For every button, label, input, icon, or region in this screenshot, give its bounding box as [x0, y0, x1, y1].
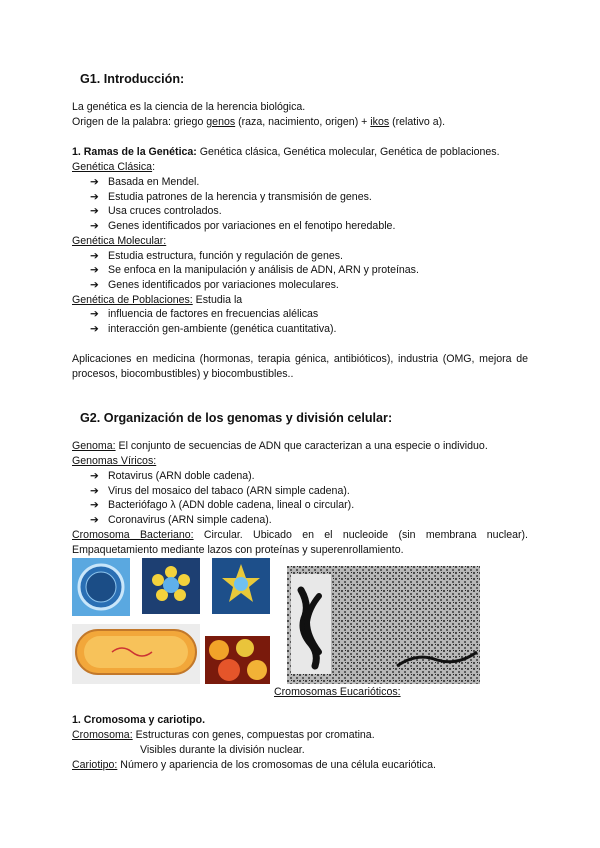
- list-item: ➔ Coronavirus (ARN simple cadena).: [90, 514, 272, 526]
- bacteriano-paragraph: [72, 528, 528, 558]
- poblaciones-text: Estudia la: [192, 294, 243, 306]
- arrow-icon: ➔: [90, 176, 99, 188]
- cromosoma-text: Estructuras con genes, compuestas por cromatina.: [132, 729, 375, 741]
- list-item: ➔ Estudia estructura, función y regulación de genes.: [90, 250, 343, 262]
- poblaciones-label: Genética de Poblaciones:: [72, 294, 193, 306]
- clasica-label-line: [72, 161, 155, 173]
- cromosoma-line: [72, 729, 375, 741]
- list-item: ➔ Basada en Mendel.: [90, 176, 200, 188]
- clasica-colon: :: [152, 161, 156, 173]
- virus-capsid-icon: [142, 558, 200, 614]
- arrow-icon: ➔: [90, 308, 99, 320]
- list-item: ➔ interacción gen-ambiente (genética cuantitativa).: [90, 323, 337, 335]
- list-item: ➔ Usa cruces controlados.: [90, 205, 222, 217]
- bacterium-image: [72, 624, 200, 684]
- intro-text-b: (raza, nacimiento, origen) +: [235, 116, 371, 128]
- ramas-line: [72, 146, 500, 158]
- arrow-icon: ➔: [90, 323, 99, 335]
- viricos-label: Genomas Víricos:: [72, 455, 157, 467]
- poblaciones-line: [72, 294, 242, 306]
- virus-star-image: [212, 558, 270, 614]
- list-item: ➔ Estudia patrones de la herencia y transmisión de genes.: [90, 191, 372, 203]
- arrow-icon: ➔: [90, 220, 99, 232]
- intro-text-c: (relativo a).: [389, 116, 446, 128]
- section-title-g1: G1. Introducción:: [80, 72, 185, 86]
- arrow-icon: ➔: [90, 499, 99, 511]
- arrow-icon: ➔: [90, 191, 99, 203]
- section-title-g2: G2. Organización de los genomas y división celular:: [80, 411, 393, 425]
- virus-star-icon: [212, 558, 270, 614]
- cariotipo-line: [72, 759, 436, 771]
- cromosoma-label: Cromosoma:: [72, 729, 133, 741]
- intro-line-1: La genética es la ciencia de la herencia biológica.: [72, 101, 306, 113]
- eucarioticos-label: Cromosomas Eucarióticos:: [274, 686, 401, 698]
- ramas-text: Genética clásica, Genética molecular, Genética de poblaciones.: [196, 146, 500, 158]
- rotavirus-icon: [72, 558, 130, 616]
- bacteriano-text: Circular. Ubicado en el nucleoide (sin membrana nuclear). Empaquetamiento mediante lazos con proteínas y superenrollamiento.: [72, 529, 528, 556]
- bacteria-micrograph-image: [205, 636, 270, 684]
- genoma-label: Genoma:: [72, 440, 116, 452]
- list-item: ➔ Rotavirus (ARN doble cadena).: [90, 470, 255, 482]
- chromosome-micrograph-image: [287, 566, 480, 684]
- virus-flower-image: [142, 558, 200, 614]
- arrow-icon: ➔: [90, 485, 99, 497]
- arrow-icon: ➔: [90, 470, 99, 482]
- arrow-icon: ➔: [90, 205, 99, 217]
- aplicaciones-paragraph: Aplicaciones en medicina (hormonas, terapia génica, antibióticos), industria (OMG, mejora de procesos, biocombustibles) y biocombustibles..: [72, 353, 528, 380]
- list-item: ➔ Genes identificados por variaciones moleculares.: [90, 279, 339, 291]
- bacterium-icon: [72, 624, 200, 684]
- cariotipo-text: Número y apariencia de los cromosomas de una célula eucariótica.: [117, 759, 436, 771]
- molecular-label: Genética Molecular:: [72, 235, 167, 247]
- genoma-text: El conjunto de secuencias de ADN que caracterizan a una especie o individuo.: [115, 440, 488, 452]
- arrow-icon: ➔: [90, 250, 99, 262]
- list-item: ➔ influencia de factores en frecuencias alélicas: [90, 308, 319, 320]
- arrow-icon: ➔: [90, 264, 99, 276]
- intro-text-a: Origen de la palabra: griego: [72, 116, 207, 128]
- cromosoma-heading: 1. Cromosoma y cariotipo.: [72, 714, 206, 726]
- cromosoma-line-2: Visibles durante la división nuclear.: [140, 744, 305, 756]
- bacteriano-label: Cromosoma Bacteriano:: [72, 529, 194, 541]
- list-item: ➔ Bacteriófago λ (ADN doble cadena, lineal o circular).: [90, 499, 355, 511]
- micrograph-icon: [205, 636, 270, 684]
- term-ikos: ikos: [370, 116, 390, 128]
- cariotipo-label: Cariotipo:: [72, 759, 118, 771]
- intro-line-2: [72, 116, 445, 128]
- rotavirus-image: [72, 558, 130, 616]
- arrow-icon: ➔: [90, 514, 99, 526]
- ramas-heading: 1. Ramas de la Genética:: [72, 146, 197, 158]
- arrow-icon: ➔: [90, 279, 99, 291]
- chromosome-icon: [287, 566, 480, 684]
- term-genos: genos: [206, 116, 236, 128]
- list-item: ➔ Genes identificados por variaciones en el fenotipo heredable.: [90, 220, 396, 232]
- list-item: ➔ Se enfoca en la manipulación y análisis de ADN, ARN y proteínas.: [90, 264, 419, 276]
- list-item: ➔ Virus del mosaico del tabaco (ARN simple cadena).: [90, 485, 350, 497]
- genoma-line: [72, 440, 488, 452]
- clasica-label: Genética Clásica: [72, 161, 153, 173]
